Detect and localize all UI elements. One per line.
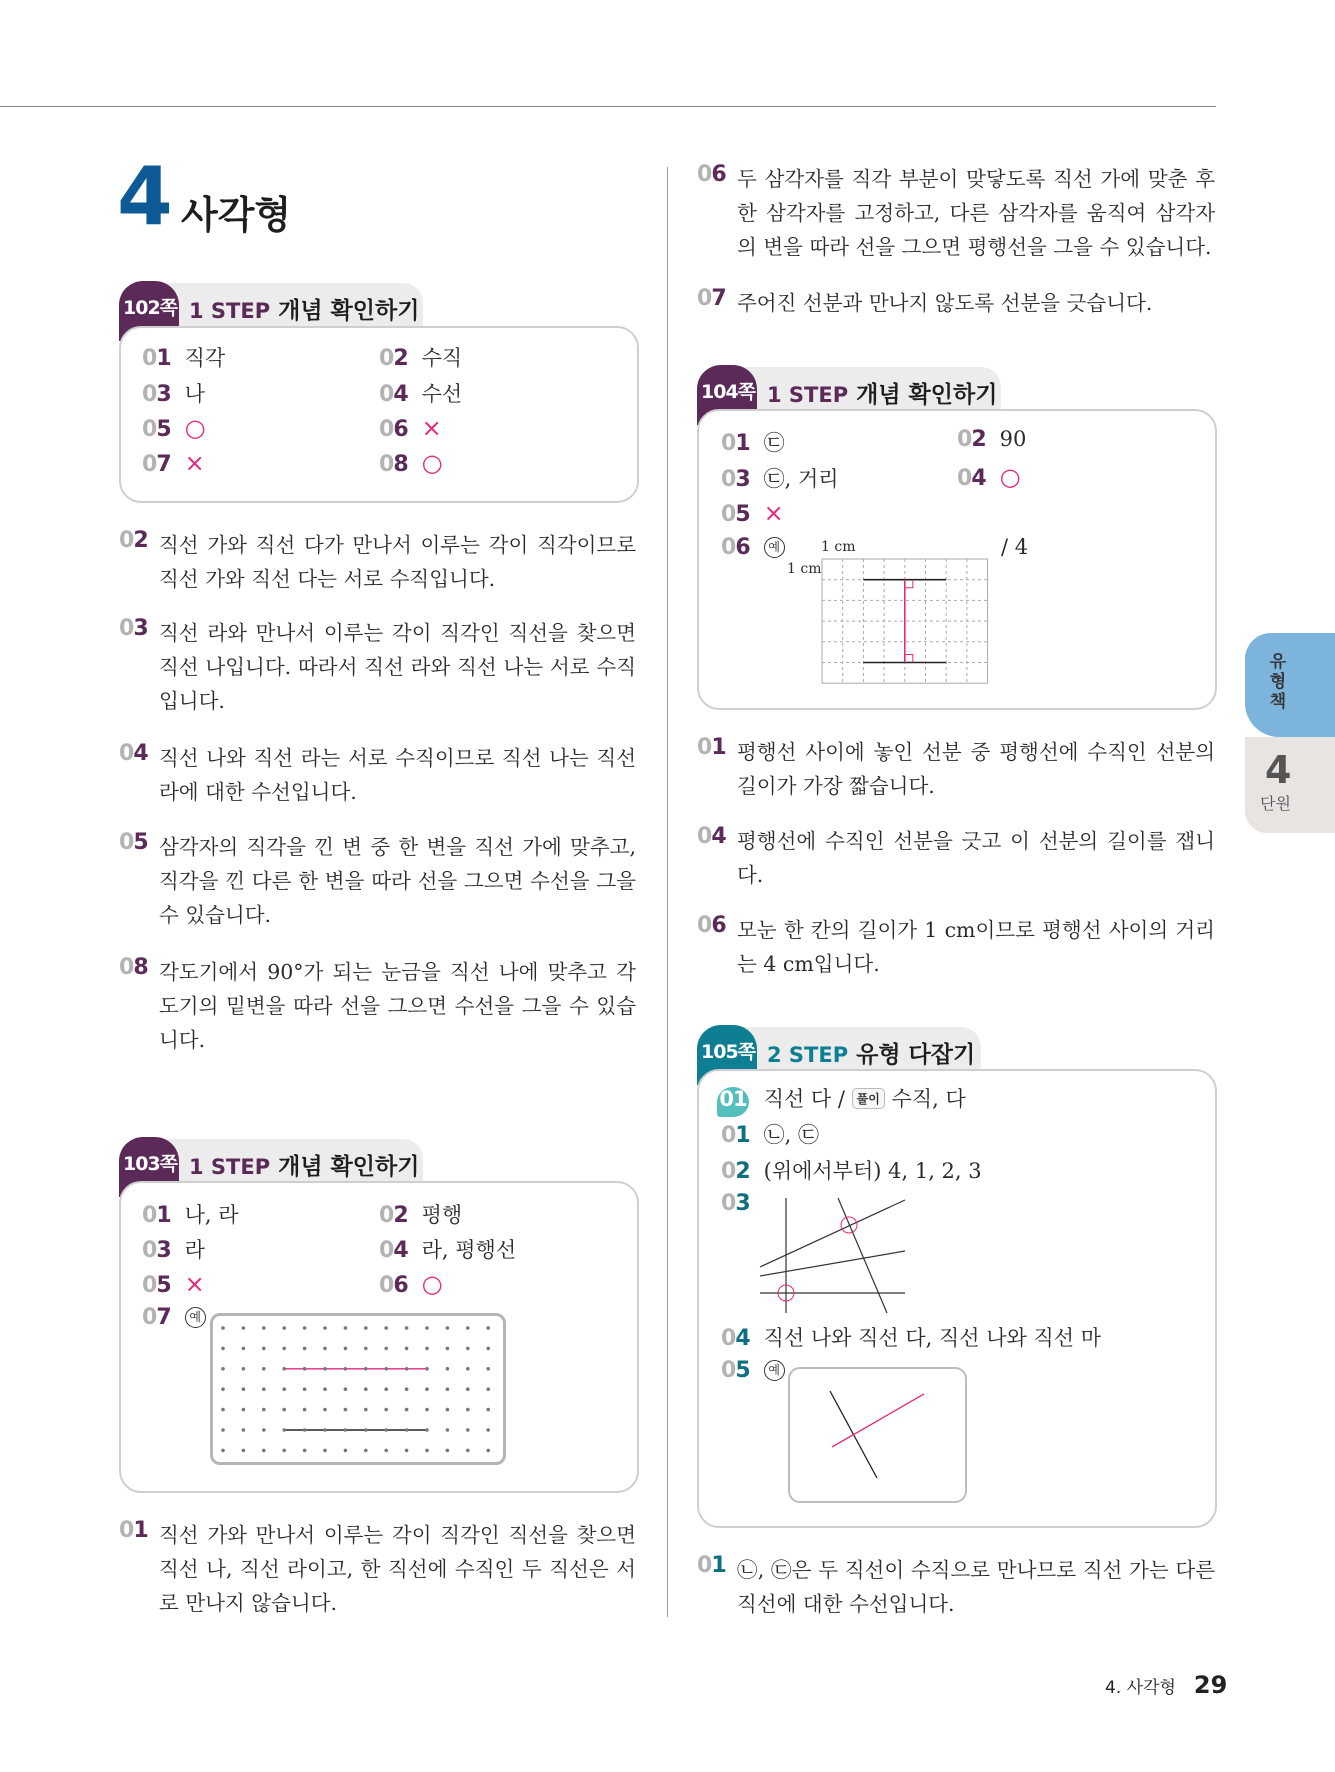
number-zero: 0 xyxy=(721,431,736,456)
item-number xyxy=(119,616,148,641)
correct-mark-icon: ○ xyxy=(999,463,1021,491)
explanation-text: 평행선에 수직인 선분을 긋고 이 선분의 길이를 잽니다. xyxy=(737,829,1215,887)
explanation-text: 모눈 한 칸의 길이가 1 cm이므로 평행선 사이의 거리는 4 cm입니다. xyxy=(737,918,1215,976)
number-zero: 0 xyxy=(119,830,134,855)
item-number xyxy=(379,1273,408,1298)
number-zero: 0 xyxy=(379,1238,394,1263)
box105-page-badge: 105쪽 xyxy=(697,1025,757,1085)
item-number xyxy=(379,452,408,477)
explanation-paragraph xyxy=(697,735,1215,803)
explanation-text: 평행선 사이에 놓인 선분 중 평행선에 수직인 선분의 길이가 가장 짧습니다. xyxy=(737,740,1215,798)
column-divider xyxy=(667,167,668,1617)
box103-step-title xyxy=(189,1148,419,1181)
number-zero: 0 xyxy=(697,824,712,849)
explanation-paragraph xyxy=(697,162,1215,264)
number-zero: 0 xyxy=(957,466,972,491)
number-digit: 6 xyxy=(393,1273,408,1298)
correct-mark-icon: ○ xyxy=(184,414,206,442)
answer-item xyxy=(379,1270,443,1298)
number-zero: 0 xyxy=(142,1203,157,1228)
box102-page-badge: 102쪽 xyxy=(119,281,179,341)
number-zero: 0 xyxy=(379,417,394,442)
correct-mark-icon: ○ xyxy=(421,1270,443,1298)
answer-item xyxy=(142,1270,205,1298)
page-footer xyxy=(1105,1671,1227,1699)
number-zero: 0 xyxy=(379,346,394,371)
number-digit: 3 xyxy=(156,1238,171,1263)
number-digit: 2 xyxy=(393,1203,408,1228)
answer-item xyxy=(721,463,839,493)
top-rule xyxy=(0,106,1216,107)
number-zero: 0 xyxy=(379,1273,394,1298)
example-number-bubble: 01 xyxy=(717,1087,749,1117)
footer-section: 4. 사각형 xyxy=(1105,1678,1176,1698)
item-number xyxy=(142,1273,171,1298)
number-digit: 1 xyxy=(711,735,726,760)
number-digit: 3 xyxy=(133,616,148,641)
number-zero: 0 xyxy=(721,1358,736,1383)
wrong-mark-icon: × xyxy=(184,449,205,477)
item-number xyxy=(379,1203,408,1228)
number-zero: 0 xyxy=(119,955,134,980)
answer-item xyxy=(142,1199,239,1229)
item-number xyxy=(697,913,726,938)
answer-item xyxy=(379,1234,516,1264)
number-digit: 2 xyxy=(133,528,148,553)
number-digit: 4 xyxy=(711,824,726,849)
answer-item xyxy=(379,414,442,442)
number-digit: 2 xyxy=(393,346,408,371)
number-digit: 4 xyxy=(393,1238,408,1263)
number-digit: 5 xyxy=(133,830,148,855)
grid-label-x: 1 cm xyxy=(821,539,856,555)
answer-value: 수선 xyxy=(421,382,463,406)
answer-value: 나 xyxy=(184,382,205,406)
number-digit: 3 xyxy=(735,467,750,492)
explanation-text: 두 삼각자를 직각 부분이 맞닿도록 직선 가에 맞춘 후 한 삼각자를 고정하고, 다른 삼각자를 움직여 삼각자의 변을 따라 선을 그으면 평행선을 그을 수 있습니다. xyxy=(737,167,1215,259)
explanation-text: 주어진 선분과 만나지 않도록 선분을 긋습니다. xyxy=(737,291,1153,315)
item-number xyxy=(142,1203,171,1228)
number-zero: 0 xyxy=(697,162,712,187)
explanation-paragraph xyxy=(697,913,1215,981)
explanation-paragraph xyxy=(119,955,636,1057)
explanation-paragraph xyxy=(697,1553,1215,1621)
step-heading: 개념 확인하기 xyxy=(278,298,420,324)
number-digit: 7 xyxy=(156,1305,171,1330)
item-number xyxy=(721,1326,750,1351)
number-zero: 0 xyxy=(142,382,157,407)
side-tab-book[interactable] xyxy=(1245,633,1335,737)
example-mark-icon: 예 xyxy=(185,1307,206,1328)
number-digit: 3 xyxy=(735,1191,750,1216)
correct-mark-icon: ○ xyxy=(421,449,443,477)
item-number xyxy=(697,162,726,187)
number-digit: 4 xyxy=(393,382,408,407)
item-number xyxy=(721,1123,750,1148)
number-zero: 0 xyxy=(142,346,157,371)
step-label: 1 STEP xyxy=(767,383,849,407)
explanation-text: 직선 나와 직선 라는 서로 수직이므로 직선 나는 직선 라에 대한 수선입니다. xyxy=(159,746,636,804)
number-digit: 4 xyxy=(735,1326,750,1351)
number-digit: 1 xyxy=(711,1553,726,1578)
example-mark-icon: 예 xyxy=(764,1360,785,1381)
number-zero: 0 xyxy=(721,1123,736,1148)
answer-value: 나, 라 xyxy=(184,1203,239,1227)
wrong-mark-icon: × xyxy=(763,499,784,527)
number-zero: 0 xyxy=(142,1305,157,1330)
step-heading: 개념 확인하기 xyxy=(278,1154,420,1180)
answer-item xyxy=(142,378,205,408)
number-zero: 0 xyxy=(697,735,712,760)
number-digit: 1 xyxy=(735,1123,750,1148)
answer-item xyxy=(142,414,206,442)
number-digit: 7 xyxy=(711,286,726,311)
answer-value: ㉢, 거리 xyxy=(763,467,839,491)
item-number xyxy=(142,382,171,407)
item-number xyxy=(142,1238,171,1263)
number-digit: 6 xyxy=(711,162,726,187)
answer-item xyxy=(142,1305,206,1330)
number-zero: 0 xyxy=(721,535,736,560)
answer-value: 90 xyxy=(999,427,1027,451)
item-number xyxy=(957,466,986,491)
number-zero: 0 xyxy=(379,452,394,477)
answer-item xyxy=(721,1358,785,1383)
box104-step-title xyxy=(767,376,997,409)
answer-item xyxy=(721,1191,764,1216)
box105-example xyxy=(717,1083,966,1117)
dot-grid-frame xyxy=(210,1313,506,1465)
explanation-text: 직선 가와 만나서 이루는 각이 직각인 직선을 찾으면 직선 나, 직선 라이고, 한 직선에 수직인 두 직선은 서로 만나지 않습니다. xyxy=(159,1523,636,1615)
side-tab-unit-number: 4 xyxy=(1265,748,1292,792)
step-heading: 개념 확인하기 xyxy=(856,382,998,408)
item-number xyxy=(697,1553,726,1578)
step-label: 2 STEP xyxy=(767,1043,849,1067)
item-number xyxy=(697,286,726,311)
item-number xyxy=(697,824,726,849)
number-zero: 0 xyxy=(142,1273,157,1298)
answer-item xyxy=(379,378,462,408)
chapter-number: 4 xyxy=(117,150,171,243)
explanation-paragraph xyxy=(119,830,636,932)
example-answer: 직선 다 / xyxy=(763,1087,845,1111)
answer-suffix: / 4 xyxy=(1001,535,1029,559)
item-number xyxy=(721,1358,750,1383)
number-zero: 0 xyxy=(379,1203,394,1228)
number-digit: 1 xyxy=(735,431,750,456)
number-digit: 4 xyxy=(971,466,986,491)
item-number xyxy=(721,1159,750,1184)
number-digit: 1 xyxy=(156,346,171,371)
number-digit: 6 xyxy=(735,535,750,560)
answer-value: 직선 나와 직선 다, 직선 나와 직선 마 xyxy=(763,1326,1102,1350)
wrong-mark-icon: × xyxy=(184,1270,205,1298)
number-digit: 4 xyxy=(133,741,148,766)
answer-item xyxy=(721,1322,1101,1352)
wrong-mark-icon: × xyxy=(421,414,442,442)
answer-value: 수직 xyxy=(421,346,463,370)
answer-item xyxy=(957,463,1021,491)
item-number xyxy=(142,1305,171,1330)
answer-item xyxy=(142,1234,205,1264)
item-number xyxy=(119,741,148,766)
step-heading: 유형 다잡기 xyxy=(856,1042,976,1068)
answer-value: 라 xyxy=(184,1238,205,1262)
number-digit: 1 xyxy=(133,1518,148,1543)
explanation-paragraph xyxy=(697,286,1215,320)
step-label: 1 STEP xyxy=(189,299,271,323)
number-zero: 0 xyxy=(721,1159,736,1184)
number-digit: 6 xyxy=(711,913,726,938)
explanation-text: 직선 라와 만나서 이루는 각이 직각인 직선을 찾으면 직선 나입니다. 따라서 직선 라와 직선 나는 서로 수직입니다. xyxy=(159,621,636,713)
answer-item xyxy=(142,449,205,477)
number-zero: 0 xyxy=(721,502,736,527)
answer-item xyxy=(721,499,784,527)
answer-value: 평행 xyxy=(421,1203,463,1227)
number-digit: 2 xyxy=(735,1159,750,1184)
side-tab-unit-label: 단원 xyxy=(1260,794,1291,813)
page-number: 29 xyxy=(1193,1671,1228,1699)
number-digit: 8 xyxy=(393,452,408,477)
item-number xyxy=(379,382,408,407)
answer-value: 라, 평행선 xyxy=(421,1238,517,1262)
number-zero: 0 xyxy=(721,467,736,492)
number-digit: 2 xyxy=(971,427,986,452)
item-number xyxy=(721,535,750,560)
answer-item xyxy=(721,1155,982,1185)
number-digit: 3 xyxy=(156,382,171,407)
item-number xyxy=(119,1518,148,1543)
number-zero: 0 xyxy=(119,741,134,766)
number-zero: 0 xyxy=(697,913,712,938)
item-number xyxy=(721,502,750,527)
answer-value: 직각 xyxy=(184,346,226,370)
explanation-text: 각도기에서 90°가 되는 눈금을 직선 나에 맞추고 각도기의 밑변을 따라 선을 그으면 수선을 그을 수 있습니다. xyxy=(159,960,636,1052)
number-digit: 5 xyxy=(156,1273,171,1298)
box105-step-title xyxy=(767,1036,975,1069)
number-zero: 0 xyxy=(119,528,134,553)
number-zero: 0 xyxy=(697,1553,712,1578)
number-digit: 7 xyxy=(156,452,171,477)
item-number xyxy=(379,417,408,442)
example-solution: 수직, 다 xyxy=(891,1087,966,1111)
chapter-title: 사각형 xyxy=(181,193,292,237)
item-number xyxy=(957,427,986,452)
item-number xyxy=(697,735,726,760)
number-digit: 5 xyxy=(156,417,171,442)
number-digit: 5 xyxy=(735,1358,750,1383)
number-zero: 0 xyxy=(697,286,712,311)
answer-item xyxy=(957,427,1026,452)
item-number xyxy=(142,346,171,371)
number-zero: 0 xyxy=(119,1518,134,1543)
item-number xyxy=(379,1238,408,1263)
grid-label-y: 1 cm xyxy=(787,561,822,577)
answer-item xyxy=(142,342,225,372)
answer-item xyxy=(721,1119,819,1149)
explanation-paragraph xyxy=(119,528,636,596)
item-number xyxy=(379,346,408,371)
step-label: 1 STEP xyxy=(189,1155,271,1179)
answer-item xyxy=(721,427,785,457)
number-zero: 0 xyxy=(379,382,394,407)
explanation-paragraph xyxy=(697,824,1215,892)
number-digit: 5 xyxy=(735,502,750,527)
number-zero: 0 xyxy=(142,452,157,477)
explanation-paragraph xyxy=(119,616,636,718)
explanation-text: 삼각자의 직각을 낀 변 중 한 변을 직선 가에 맞추고, 직각을 낀 다른 한 변을 따라 선을 그으면 수선을 그을 수 있습니다. xyxy=(159,835,636,927)
side-tab-book-label: 유형책 xyxy=(1269,652,1287,712)
explanation-paragraph xyxy=(119,1518,636,1620)
number-digit: 6 xyxy=(393,417,408,442)
box102-step-title xyxy=(189,292,419,325)
number-zero: 0 xyxy=(721,1191,736,1216)
explanation-paragraph xyxy=(119,741,636,809)
number-zero: 0 xyxy=(957,427,972,452)
number-zero: 0 xyxy=(142,417,157,442)
explanation-text: 직선 가와 직선 다가 만나서 이루는 각이 직각이므로 직선 가와 직선 다는 서로 수직입니다. xyxy=(159,533,636,591)
box103-page-badge: 103쪽 xyxy=(119,1137,179,1197)
answer-item xyxy=(379,1199,462,1229)
number-digit: 1 xyxy=(156,1203,171,1228)
perpendicular-drawing-frame xyxy=(788,1367,967,1503)
number-zero: 0 xyxy=(142,1238,157,1263)
answer-value: ㉡, ㉢ xyxy=(763,1123,819,1147)
item-number xyxy=(119,955,148,980)
example-mark-icon: 예 xyxy=(764,537,785,558)
item-number xyxy=(142,417,171,442)
answer-value: ㉢ xyxy=(763,431,785,455)
item-number xyxy=(142,452,171,477)
number-zero: 0 xyxy=(721,1326,736,1351)
item-number xyxy=(721,1191,750,1216)
item-number xyxy=(721,467,750,492)
answer-value: (위에서부터) 4, 1, 2, 3 xyxy=(763,1159,982,1183)
item-number xyxy=(119,528,148,553)
item-number xyxy=(721,431,750,456)
number-digit: 8 xyxy=(133,955,148,980)
item-number xyxy=(119,830,148,855)
answer-item xyxy=(379,449,443,477)
number-zero: 0 xyxy=(119,616,134,641)
solution-pill: 풀이 xyxy=(852,1088,885,1109)
box104-page-badge: 104쪽 xyxy=(697,365,757,425)
explanation-text: ㉡, ㉢은 두 직선이 수직으로 만나므로 직선 가는 다른 직선에 대한 수선입니다. xyxy=(737,1558,1215,1616)
answer-item xyxy=(379,342,462,372)
